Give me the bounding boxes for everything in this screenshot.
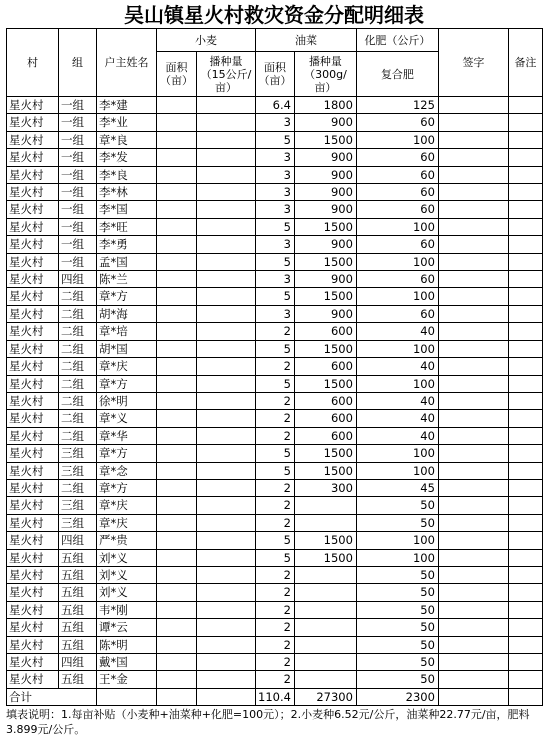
cell-rape-seed: 300 bbox=[294, 479, 356, 496]
cell-rape-area: 5 bbox=[256, 462, 295, 479]
cell-name: 章*方 bbox=[97, 479, 157, 496]
cell-compound: 60 bbox=[356, 236, 438, 253]
cell-village: 星火村 bbox=[7, 288, 59, 305]
cell-group: 五组 bbox=[59, 601, 97, 618]
cell-village: 星火村 bbox=[7, 601, 59, 618]
cell-village: 星火村 bbox=[7, 149, 59, 166]
cell-village: 星火村 bbox=[7, 253, 59, 270]
cell-rape-area: 2 bbox=[256, 654, 295, 671]
allocation-table bbox=[6, 28, 543, 706]
table-row bbox=[7, 323, 543, 340]
cell-rape-area: 2 bbox=[256, 514, 295, 531]
cell-compound: 100 bbox=[356, 288, 438, 305]
cell-village: 星火村 bbox=[7, 375, 59, 392]
cell-group: 二组 bbox=[59, 288, 97, 305]
cell-name: 李*发 bbox=[97, 149, 157, 166]
cell-village: 星火村 bbox=[7, 131, 59, 148]
cell-compound: 50 bbox=[356, 514, 438, 531]
cell-compound: 60 bbox=[356, 271, 438, 288]
cell-rape-area: 2 bbox=[256, 497, 295, 514]
cell-compound: 100 bbox=[356, 375, 438, 392]
cell-compound: 60 bbox=[356, 201, 438, 218]
cell-group: 一组 bbox=[59, 131, 97, 148]
cell-name: 章*庆 bbox=[97, 514, 157, 531]
cell-village: 星火村 bbox=[7, 97, 59, 114]
page-title: 吴山镇星火村救灾资金分配明细表 bbox=[124, 3, 424, 27]
cell-group: 一组 bbox=[59, 114, 97, 131]
table-row bbox=[7, 218, 543, 235]
cell-rape-area: 2 bbox=[256, 392, 295, 409]
cell-name: 胡*国 bbox=[97, 340, 157, 357]
table-row bbox=[7, 288, 543, 305]
cell-village: 星火村 bbox=[7, 479, 59, 496]
cell-compound: 45 bbox=[356, 479, 438, 496]
cell-compound: 50 bbox=[356, 636, 438, 653]
cell-village: 星火村 bbox=[7, 166, 59, 183]
cell-name: 刘*义 bbox=[97, 549, 157, 566]
cell-village: 星火村 bbox=[7, 184, 59, 201]
cell-rape-area: 3 bbox=[256, 236, 295, 253]
cell-village: 星火村 bbox=[7, 358, 59, 375]
cell-name: 李*勇 bbox=[97, 236, 157, 253]
cell-name: 章*方 bbox=[97, 288, 157, 305]
cell-group: 五组 bbox=[59, 584, 97, 601]
cell-name: 陈*明 bbox=[97, 636, 157, 653]
table-row bbox=[7, 671, 543, 688]
cell-rape-seed: 1500 bbox=[294, 288, 356, 305]
table-row bbox=[7, 149, 543, 166]
cell-group: 五组 bbox=[59, 549, 97, 566]
table-row bbox=[7, 479, 543, 496]
cell-name: 王*金 bbox=[97, 671, 157, 688]
cell-name: 章*庆 bbox=[97, 358, 157, 375]
cell-village: 星火村 bbox=[7, 410, 59, 427]
cell-rape-seed: 600 bbox=[294, 427, 356, 444]
cell-compound: 50 bbox=[356, 619, 438, 636]
cell-village: 星火村 bbox=[7, 427, 59, 444]
cell-rape-seed bbox=[294, 601, 356, 618]
cell-rape-area: 3 bbox=[256, 149, 295, 166]
cell-village: 星火村 bbox=[7, 584, 59, 601]
cell-rape-area: 3 bbox=[256, 114, 295, 131]
header-name: 户主姓名 bbox=[97, 29, 157, 97]
cell-group: 三组 bbox=[59, 445, 97, 462]
cell-rape-area: 2 bbox=[256, 636, 295, 653]
cell-group: 三组 bbox=[59, 514, 97, 531]
cell-name: 章*念 bbox=[97, 462, 157, 479]
cell-rape-area: 5 bbox=[256, 218, 295, 235]
cell-rape-area: 5 bbox=[256, 288, 295, 305]
cell-rape-area: 5 bbox=[256, 340, 295, 357]
cell-group: 五组 bbox=[59, 566, 97, 583]
header-wheat-area: 面积（亩） bbox=[157, 52, 197, 97]
cell-compound: 50 bbox=[356, 497, 438, 514]
cell-rape-area: 2 bbox=[256, 619, 295, 636]
cell-rape-seed: 900 bbox=[294, 201, 356, 218]
cell-group: 一组 bbox=[59, 97, 97, 114]
table-row bbox=[7, 305, 543, 322]
cell-village: 星火村 bbox=[7, 566, 59, 583]
cell-village: 星火村 bbox=[7, 654, 59, 671]
cell-group: 二组 bbox=[59, 392, 97, 409]
cell-village: 星火村 bbox=[7, 549, 59, 566]
cell-name: 章*方 bbox=[97, 375, 157, 392]
total-label: 合计 bbox=[7, 688, 97, 705]
cell-rape-seed: 1800 bbox=[294, 97, 356, 114]
cell-compound: 50 bbox=[356, 566, 438, 583]
cell-name: 李*旺 bbox=[97, 218, 157, 235]
table-row bbox=[7, 375, 543, 392]
cell-village: 星火村 bbox=[7, 514, 59, 531]
cell-name: 章*华 bbox=[97, 427, 157, 444]
cell-group: 三组 bbox=[59, 462, 97, 479]
cell-compound: 60 bbox=[356, 114, 438, 131]
cell-group: 二组 bbox=[59, 323, 97, 340]
cell-rape-area: 5 bbox=[256, 532, 295, 549]
table-row bbox=[7, 131, 543, 148]
cell-group: 一组 bbox=[59, 149, 97, 166]
cell-rape-area: 2 bbox=[256, 427, 295, 444]
table-row bbox=[7, 514, 543, 531]
table-row bbox=[7, 271, 543, 288]
cell-rape-seed: 900 bbox=[294, 114, 356, 131]
header-village: 村 bbox=[7, 29, 59, 97]
cell-group: 五组 bbox=[59, 619, 97, 636]
cell-village: 星火村 bbox=[7, 340, 59, 357]
cell-rape-seed bbox=[294, 566, 356, 583]
cell-name: 谭*云 bbox=[97, 619, 157, 636]
cell-compound: 100 bbox=[356, 340, 438, 357]
cell-compound: 100 bbox=[356, 253, 438, 270]
table-row bbox=[7, 114, 543, 131]
cell-rape-area: 2 bbox=[256, 410, 295, 427]
cell-rape-area: 3 bbox=[256, 166, 295, 183]
cell-rape-area: 5 bbox=[256, 131, 295, 148]
cell-compound: 50 bbox=[356, 601, 438, 618]
table-row bbox=[7, 97, 543, 114]
cell-rape-area: 2 bbox=[256, 323, 295, 340]
cell-group: 二组 bbox=[59, 305, 97, 322]
cell-rape-seed: 600 bbox=[294, 323, 356, 340]
cell-rape-area: 3 bbox=[256, 201, 295, 218]
cell-rape-seed: 1500 bbox=[294, 340, 356, 357]
cell-rape-seed: 900 bbox=[294, 166, 356, 183]
header-rape-seed: 播种量（300g/亩） bbox=[294, 52, 356, 97]
cell-village: 星火村 bbox=[7, 236, 59, 253]
cell-compound: 40 bbox=[356, 410, 438, 427]
cell-rape-area: 2 bbox=[256, 479, 295, 496]
cell-village: 星火村 bbox=[7, 392, 59, 409]
cell-name: 章*方 bbox=[97, 445, 157, 462]
cell-group: 四组 bbox=[59, 654, 97, 671]
cell-group: 二组 bbox=[59, 427, 97, 444]
cell-rape-area: 5 bbox=[256, 445, 295, 462]
cell-rape-seed bbox=[294, 636, 356, 653]
cell-group: 二组 bbox=[59, 340, 97, 357]
total-row bbox=[7, 688, 543, 705]
cell-name: 李*林 bbox=[97, 184, 157, 201]
table-row bbox=[7, 166, 543, 183]
cell-name: 章*良 bbox=[97, 131, 157, 148]
cell-rape-area: 3 bbox=[256, 271, 295, 288]
cell-rape-seed bbox=[294, 654, 356, 671]
cell-village: 星火村 bbox=[7, 636, 59, 653]
header-rape-area: 面积（亩） bbox=[256, 52, 295, 97]
table-row bbox=[7, 358, 543, 375]
cell-village: 星火村 bbox=[7, 671, 59, 688]
cell-group: 四组 bbox=[59, 532, 97, 549]
cell-rape-area: 3 bbox=[256, 184, 295, 201]
header-rapeseed: 油菜 bbox=[256, 29, 357, 52]
table-row bbox=[7, 584, 543, 601]
table-row bbox=[7, 462, 543, 479]
cell-village: 星火村 bbox=[7, 114, 59, 131]
cell-rape-seed: 1500 bbox=[294, 253, 356, 270]
header-remark: 备注 bbox=[508, 29, 542, 97]
cell-name: 李*建 bbox=[97, 97, 157, 114]
cell-compound: 100 bbox=[356, 131, 438, 148]
table-row bbox=[7, 619, 543, 636]
cell-rape-area: 2 bbox=[256, 566, 295, 583]
cell-compound: 60 bbox=[356, 184, 438, 201]
cell-village: 星火村 bbox=[7, 271, 59, 288]
table-row bbox=[7, 340, 543, 357]
table-row bbox=[7, 201, 543, 218]
cell-group: 二组 bbox=[59, 479, 97, 496]
cell-compound: 100 bbox=[356, 532, 438, 549]
cell-village: 星火村 bbox=[7, 218, 59, 235]
table-row bbox=[7, 497, 543, 514]
cell-group: 四组 bbox=[59, 271, 97, 288]
table-row bbox=[7, 410, 543, 427]
cell-rape-area: 5 bbox=[256, 549, 295, 566]
cell-rape-seed: 1500 bbox=[294, 131, 356, 148]
cell-group: 五组 bbox=[59, 671, 97, 688]
cell-rape-seed: 900 bbox=[294, 271, 356, 288]
cell-name: 韦*刚 bbox=[97, 601, 157, 618]
cell-rape-area: 2 bbox=[256, 358, 295, 375]
cell-rape-seed: 600 bbox=[294, 410, 356, 427]
header-group: 组 bbox=[59, 29, 97, 97]
cell-compound: 60 bbox=[356, 149, 438, 166]
cell-group: 一组 bbox=[59, 166, 97, 183]
cell-rape-seed: 900 bbox=[294, 305, 356, 322]
cell-rape-seed: 1500 bbox=[294, 549, 356, 566]
cell-village: 星火村 bbox=[7, 201, 59, 218]
header-wheat: 小麦 bbox=[157, 29, 256, 52]
cell-village: 星火村 bbox=[7, 532, 59, 549]
cell-name: 胡*海 bbox=[97, 305, 157, 322]
cell-group: 二组 bbox=[59, 410, 97, 427]
cell-rape-seed bbox=[294, 514, 356, 531]
cell-compound: 100 bbox=[356, 218, 438, 235]
cell-group: 一组 bbox=[59, 236, 97, 253]
cell-name: 章*培 bbox=[97, 323, 157, 340]
cell-group: 二组 bbox=[59, 358, 97, 375]
table-row bbox=[7, 549, 543, 566]
table-row bbox=[7, 532, 543, 549]
cell-village: 星火村 bbox=[7, 619, 59, 636]
cell-rape-area: 5 bbox=[256, 375, 295, 392]
total-rape-area: 110.4 bbox=[256, 688, 295, 705]
cell-compound: 40 bbox=[356, 392, 438, 409]
cell-group: 三组 bbox=[59, 497, 97, 514]
cell-name: 章*庆 bbox=[97, 497, 157, 514]
table-row bbox=[7, 566, 543, 583]
cell-rape-seed: 900 bbox=[294, 184, 356, 201]
cell-rape-area: 5 bbox=[256, 253, 295, 270]
cell-name: 刘*义 bbox=[97, 566, 157, 583]
header-row-1 bbox=[7, 29, 543, 52]
cell-compound: 50 bbox=[356, 671, 438, 688]
cell-compound: 100 bbox=[356, 462, 438, 479]
cell-rape-seed bbox=[294, 619, 356, 636]
table-row bbox=[7, 236, 543, 253]
cell-rape-area: 6.4 bbox=[256, 97, 295, 114]
cell-rape-seed bbox=[294, 584, 356, 601]
cell-compound: 50 bbox=[356, 584, 438, 601]
cell-rape-seed: 900 bbox=[294, 236, 356, 253]
table-row bbox=[7, 184, 543, 201]
cell-village: 星火村 bbox=[7, 462, 59, 479]
table-row bbox=[7, 636, 543, 653]
cell-group: 二组 bbox=[59, 375, 97, 392]
total-rape-seed: 27300 bbox=[294, 688, 356, 705]
cell-compound: 60 bbox=[356, 305, 438, 322]
cell-compound: 100 bbox=[356, 549, 438, 566]
cell-name: 戴*国 bbox=[97, 654, 157, 671]
cell-compound: 100 bbox=[356, 445, 438, 462]
cell-rape-seed: 600 bbox=[294, 392, 356, 409]
cell-name: 刘*义 bbox=[97, 584, 157, 601]
cell-group: 五组 bbox=[59, 636, 97, 653]
cell-name: 李*业 bbox=[97, 114, 157, 131]
table-row bbox=[7, 427, 543, 444]
cell-rape-seed: 1500 bbox=[294, 218, 356, 235]
header-compound: 复合肥 bbox=[356, 52, 438, 97]
cell-rape-seed: 1500 bbox=[294, 462, 356, 479]
cell-group: 一组 bbox=[59, 201, 97, 218]
cell-compound: 125 bbox=[356, 97, 438, 114]
cell-name: 章*义 bbox=[97, 410, 157, 427]
cell-rape-area: 2 bbox=[256, 601, 295, 618]
cell-village: 星火村 bbox=[7, 305, 59, 322]
cell-village: 星火村 bbox=[7, 497, 59, 514]
fill-instructions: 填表说明：1.每亩补贴（小麦种+油菜种+化肥=100元）；2.小麦种6.52元/公斤，油菜种22.77元/亩，肥料3.899元/公斤。 bbox=[6, 708, 530, 736]
cell-group: 一组 bbox=[59, 253, 97, 270]
cell-name: 严*贵 bbox=[97, 532, 157, 549]
cell-rape-seed bbox=[294, 497, 356, 514]
cell-name: 孟*国 bbox=[97, 253, 157, 270]
cell-name: 李*国 bbox=[97, 201, 157, 218]
cell-village: 星火村 bbox=[7, 445, 59, 462]
table-row bbox=[7, 253, 543, 270]
cell-compound: 50 bbox=[356, 654, 438, 671]
cell-name: 陈*兰 bbox=[97, 271, 157, 288]
cell-rape-area: 2 bbox=[256, 671, 295, 688]
cell-rape-seed: 1500 bbox=[294, 375, 356, 392]
table-row bbox=[7, 601, 543, 618]
cell-name: 徐*明 bbox=[97, 392, 157, 409]
table-body bbox=[7, 97, 543, 689]
cell-rape-seed: 1500 bbox=[294, 532, 356, 549]
cell-group: 一组 bbox=[59, 184, 97, 201]
table-row bbox=[7, 445, 543, 462]
cell-compound: 40 bbox=[356, 427, 438, 444]
table-row bbox=[7, 392, 543, 409]
cell-rape-seed: 900 bbox=[294, 149, 356, 166]
cell-compound: 40 bbox=[356, 323, 438, 340]
cell-rape-area: 2 bbox=[256, 584, 295, 601]
cell-rape-seed bbox=[294, 671, 356, 688]
cell-rape-seed: 600 bbox=[294, 358, 356, 375]
cell-rape-area: 3 bbox=[256, 305, 295, 322]
cell-compound: 60 bbox=[356, 166, 438, 183]
cell-village: 星火村 bbox=[7, 323, 59, 340]
header-sign: 签字 bbox=[438, 29, 508, 97]
cell-group: 一组 bbox=[59, 218, 97, 235]
cell-compound: 40 bbox=[356, 358, 438, 375]
header-wheat-seed: 播种量（15公斤/亩） bbox=[197, 52, 256, 97]
cell-name: 李*良 bbox=[97, 166, 157, 183]
header-fertilizer: 化肥（公斤） bbox=[356, 29, 438, 52]
cell-rape-seed: 1500 bbox=[294, 445, 356, 462]
table-row bbox=[7, 654, 543, 671]
total-compound: 2300 bbox=[356, 688, 438, 705]
